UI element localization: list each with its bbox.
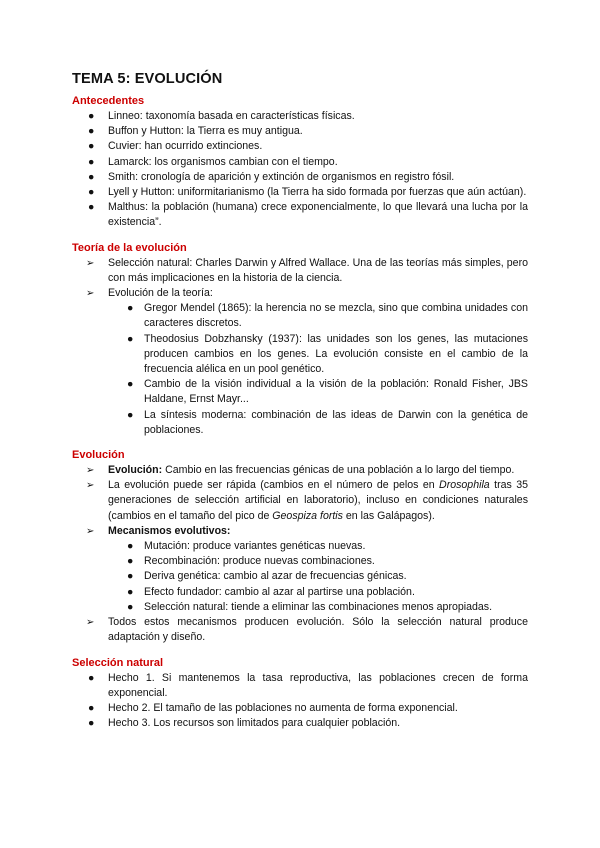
arrow-bullet-icon: ➢ bbox=[86, 465, 95, 477]
bullet-icon: ● bbox=[127, 408, 134, 421]
seleccion-list bbox=[72, 671, 528, 732]
list-item: ● Cuvier: han ocurrido extinciones. bbox=[72, 139, 528, 154]
sub-list-item: ● Mutación: produce variantes genéticas nuevas. bbox=[72, 539, 528, 554]
bullet-icon: ● bbox=[127, 585, 134, 598]
document-page bbox=[72, 70, 528, 741]
evolucion-list bbox=[72, 463, 528, 645]
sub-list-item: ● La síntesis moderna: combinación de las ideas de Darwin con la genética de poblaciones. bbox=[127, 408, 528, 436]
section-heading-seleccion-natural: Selección natural bbox=[72, 656, 164, 669]
bullet-icon: ● bbox=[88, 701, 95, 714]
sub-list-item: ● Efecto fundador: cambio al azar al partirse una población. bbox=[72, 585, 528, 600]
species-name: Drosophila bbox=[439, 479, 490, 492]
bullet-icon: ● bbox=[127, 555, 134, 568]
list-item: ● Hecho 2. El tamaño de las poblaciones no aumenta de forma exponencial. bbox=[72, 701, 528, 716]
bullet-icon: ● bbox=[88, 201, 95, 214]
arrow-bullet-icon: ➢ bbox=[86, 257, 95, 269]
list-item: ● Malthus: la población (humana) crece exponencialmente, lo que llevará una lucha por la existencia”. bbox=[88, 201, 528, 229]
section-heading-antecedentes: Antecedentes bbox=[72, 95, 145, 107]
bullet-icon: ● bbox=[88, 140, 95, 153]
list-item: ● Hecho 1. Si mantenemos la tasa reproductiva, las poblaciones crecen de forma exponencial. bbox=[88, 671, 528, 699]
sub-list-item: ● Deriva genética: cambio al azar de frecuencias génicas. bbox=[72, 569, 528, 584]
bullet-icon: ● bbox=[88, 671, 95, 684]
definition-label: Evolución: bbox=[108, 464, 163, 477]
section-evolucion bbox=[72, 448, 528, 645]
list-item: ● Buffon y Hutton: la Tierra es muy antigua. bbox=[72, 124, 528, 139]
section-heading-teoria: Teoría de la evolución bbox=[72, 241, 187, 254]
bullet-icon: ● bbox=[88, 155, 95, 168]
list-item: ➢ Selección natural: Charles Darwin y Alfred Wallace. Una de las teorías más simples, pero con más implicaciones en la historia de la ciencia. bbox=[86, 256, 528, 284]
section-teoria bbox=[72, 241, 528, 438]
bullet-icon: ● bbox=[88, 717, 95, 730]
sub-list-item: ● Gregor Mendel (1865): la herencia no se mezcla, sino que combina unidades con caracteres discretos. bbox=[127, 302, 528, 330]
bullet-icon: ● bbox=[127, 540, 134, 553]
arrow-bullet-icon: ➢ bbox=[86, 525, 95, 537]
bullet-icon: ● bbox=[88, 125, 95, 138]
bullet-icon: ● bbox=[127, 332, 134, 345]
sub-list-item: ● Cambio de la visión individual a la visión de la población: Ronald Fisher, JBS Haldane, Ernst Mayr... bbox=[127, 378, 528, 406]
list-item: ● Hecho 3. Los recursos son limitados para cualquier población. bbox=[72, 716, 528, 731]
section-seleccion-natural bbox=[72, 656, 528, 732]
sub-list-item: ● Theodosius Dobzhansky (1937): las unidades son los genes, las mutaciones producen cambios en los genes. La evolución consiste en el cambio de la frecuencia alélica en un pool genético. bbox=[127, 332, 528, 376]
mechanisms-label: Mecanismos evolutivos: bbox=[108, 524, 231, 537]
list-item: ● Linneo: taxonomía basada en características físicas. bbox=[72, 109, 528, 124]
sub-list-item: ● Selección natural: tiende a eliminar las combinaciones menos apropiadas. bbox=[72, 600, 528, 615]
list-item: ● Lyell y Hutton: uniformitarianismo (la Tierra ha sido formada por fuerzas que aún actúan). bbox=[72, 185, 528, 200]
teoria-list bbox=[72, 256, 528, 438]
page-title: TEMA 5: EVOLUCIÓN bbox=[72, 71, 223, 87]
bullet-icon: ● bbox=[88, 186, 95, 199]
bullet-icon: ● bbox=[127, 600, 134, 613]
list-item: ● Lamarck: los organismos cambian con el tiempo. bbox=[72, 155, 528, 170]
arrow-bullet-icon: ➢ bbox=[86, 288, 95, 300]
arrow-bullet-icon: ➢ bbox=[86, 480, 95, 492]
bullet-icon: ● bbox=[127, 378, 134, 391]
list-item bbox=[72, 524, 528, 539]
bullet-icon: ● bbox=[88, 110, 95, 122]
list-item: ➢ La evolución puede ser rápida (cambios en el número de pelos en Drosophila tras 35 generaciones de selección artificial en laboratorio), incluso en condiciones naturales (cambios en el tamaño del pico de Geospiza fortis en las Galápagos). bbox=[86, 479, 528, 522]
list-item: ● Smith: cronología de aparición y extinción de organismos en registro fósil. bbox=[72, 170, 528, 185]
bullet-icon: ● bbox=[127, 570, 134, 583]
section-heading-evolucion: Evolución bbox=[72, 449, 125, 462]
bullet-icon: ● bbox=[88, 170, 95, 183]
species-name: Geospiza fortis bbox=[272, 509, 343, 522]
list-item: ➢ Evolución: Cambio en las frecuencias génicas de una población a lo largo del tiempo. bbox=[72, 463, 528, 478]
section-antecedentes bbox=[72, 94, 528, 231]
bullet-icon: ● bbox=[127, 302, 134, 315]
list-item: ➢ Evolución de la teoría: bbox=[72, 286, 528, 301]
antecedentes-list bbox=[72, 109, 528, 231]
arrow-bullet-icon: ➢ bbox=[86, 617, 95, 629]
list-item: ➢ Todos estos mecanismos producen evolución. Sólo la selección natural produce adaptación y diseño. bbox=[86, 616, 528, 644]
sub-list-item: ● Recombinación: produce nuevas combinaciones. bbox=[72, 554, 528, 569]
